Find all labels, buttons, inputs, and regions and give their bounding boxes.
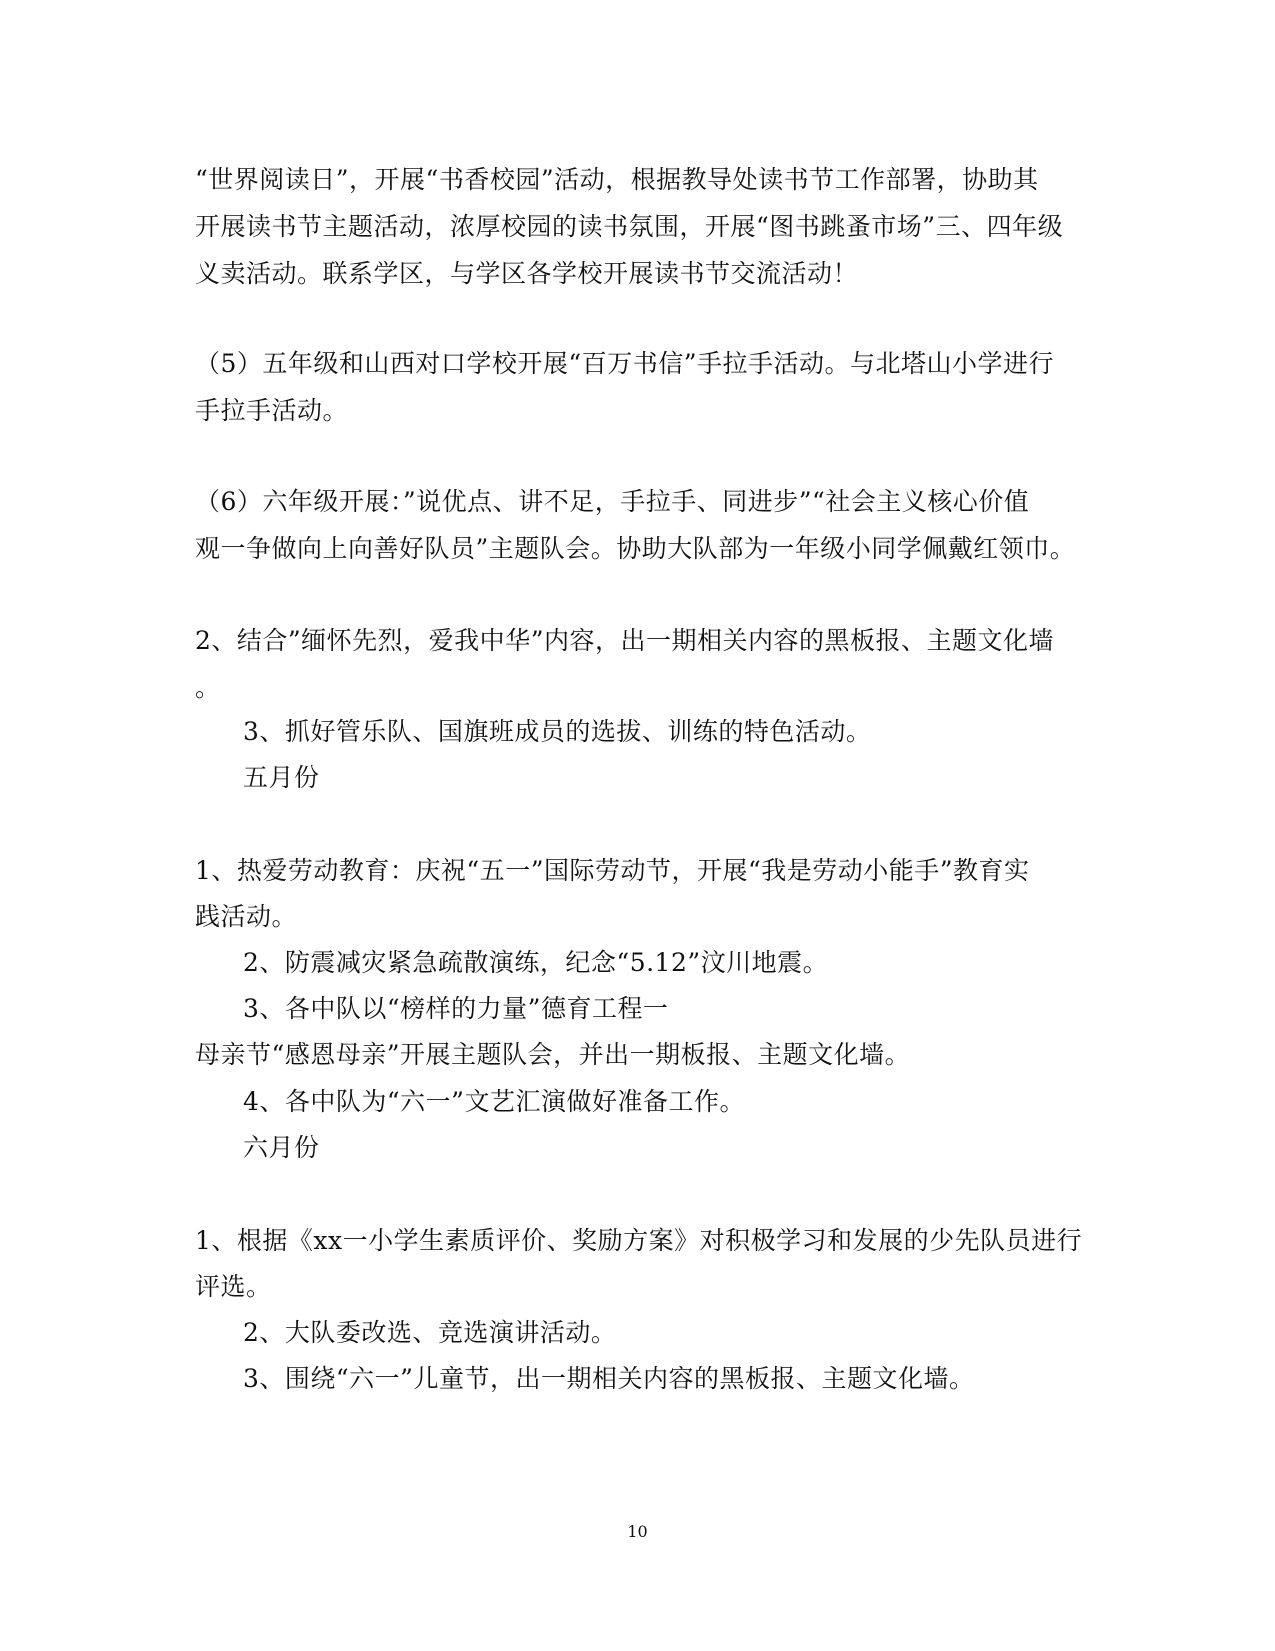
text-line: 2、大队委改选、竞选演讲活动。 — [243, 1318, 617, 1347]
text-line: 3、各中队以“榜样的力量”德育工程一 — [243, 994, 669, 1023]
text-line: （5）五年级和山西对口学校开展“百万书信”手拉手活动。与北塔山小学进行 — [195, 349, 1054, 378]
text-line: 2、结合”缅怀先烈，爱我中华”内容，出一期相关内容的黑板报、主题文化墙 — [195, 626, 1054, 655]
section-heading: 六月份 — [243, 1133, 320, 1162]
text-line: 义卖活动。联系学区，与学区各学校开展读书节交流活动！ — [195, 259, 859, 288]
text-line: 1、根据《xx一小学生素质评价、奖励方案》对积极学习和发展的少先队员进行 — [195, 1226, 1083, 1255]
text-line: 手拉手活动。 — [195, 396, 349, 425]
text-line: 践活动。 — [195, 902, 298, 931]
text-line: 3、围绕“六一”儿童节，出一期相关内容的黑板报、主题文化墙。 — [243, 1364, 975, 1393]
section-heading: 五月份 — [243, 763, 320, 792]
text-line: 。 — [195, 673, 221, 702]
text-line: 3、抓好管乐队、国旗班成员的选拔、训练的特色活动。 — [243, 717, 872, 746]
text-line: 母亲节“感恩母亲”开展主题队会，并出一期板报、主题文化墙。 — [195, 1040, 911, 1069]
text-line: （6）六年级开展：”说优点、讲不足，手拉手、同进步”“社会主义核心价值 — [195, 487, 1030, 516]
text-line: “世界阅读日”，开展“书香校园”活动，根据教导处读书节工作部署，协助其 — [195, 165, 1039, 194]
text-line: 开展读书节主题活动，浓厚校园的读书氛围，开展“图书跳蚤市场”三、四年级 — [195, 212, 1064, 241]
text-line: 1、热爱劳动教育：庆祝“五一”国际劳动节，开展“我是劳动小能手”教育实 — [195, 856, 1030, 885]
text-line: 评选。 — [195, 1272, 272, 1301]
text-line: 4、各中队为“六一”文艺汇演做好准备工作。 — [243, 1087, 745, 1116]
text-line: 2、防震减灾紧急疏散演练，纪念“5.12”汶川地震。 — [243, 948, 829, 977]
page-number: 10 — [627, 1522, 648, 1541]
text-line: 观一争做向上向善好队员”主题队会。协助大队部为一年级小同学佩戴红领巾。 — [195, 534, 1076, 563]
